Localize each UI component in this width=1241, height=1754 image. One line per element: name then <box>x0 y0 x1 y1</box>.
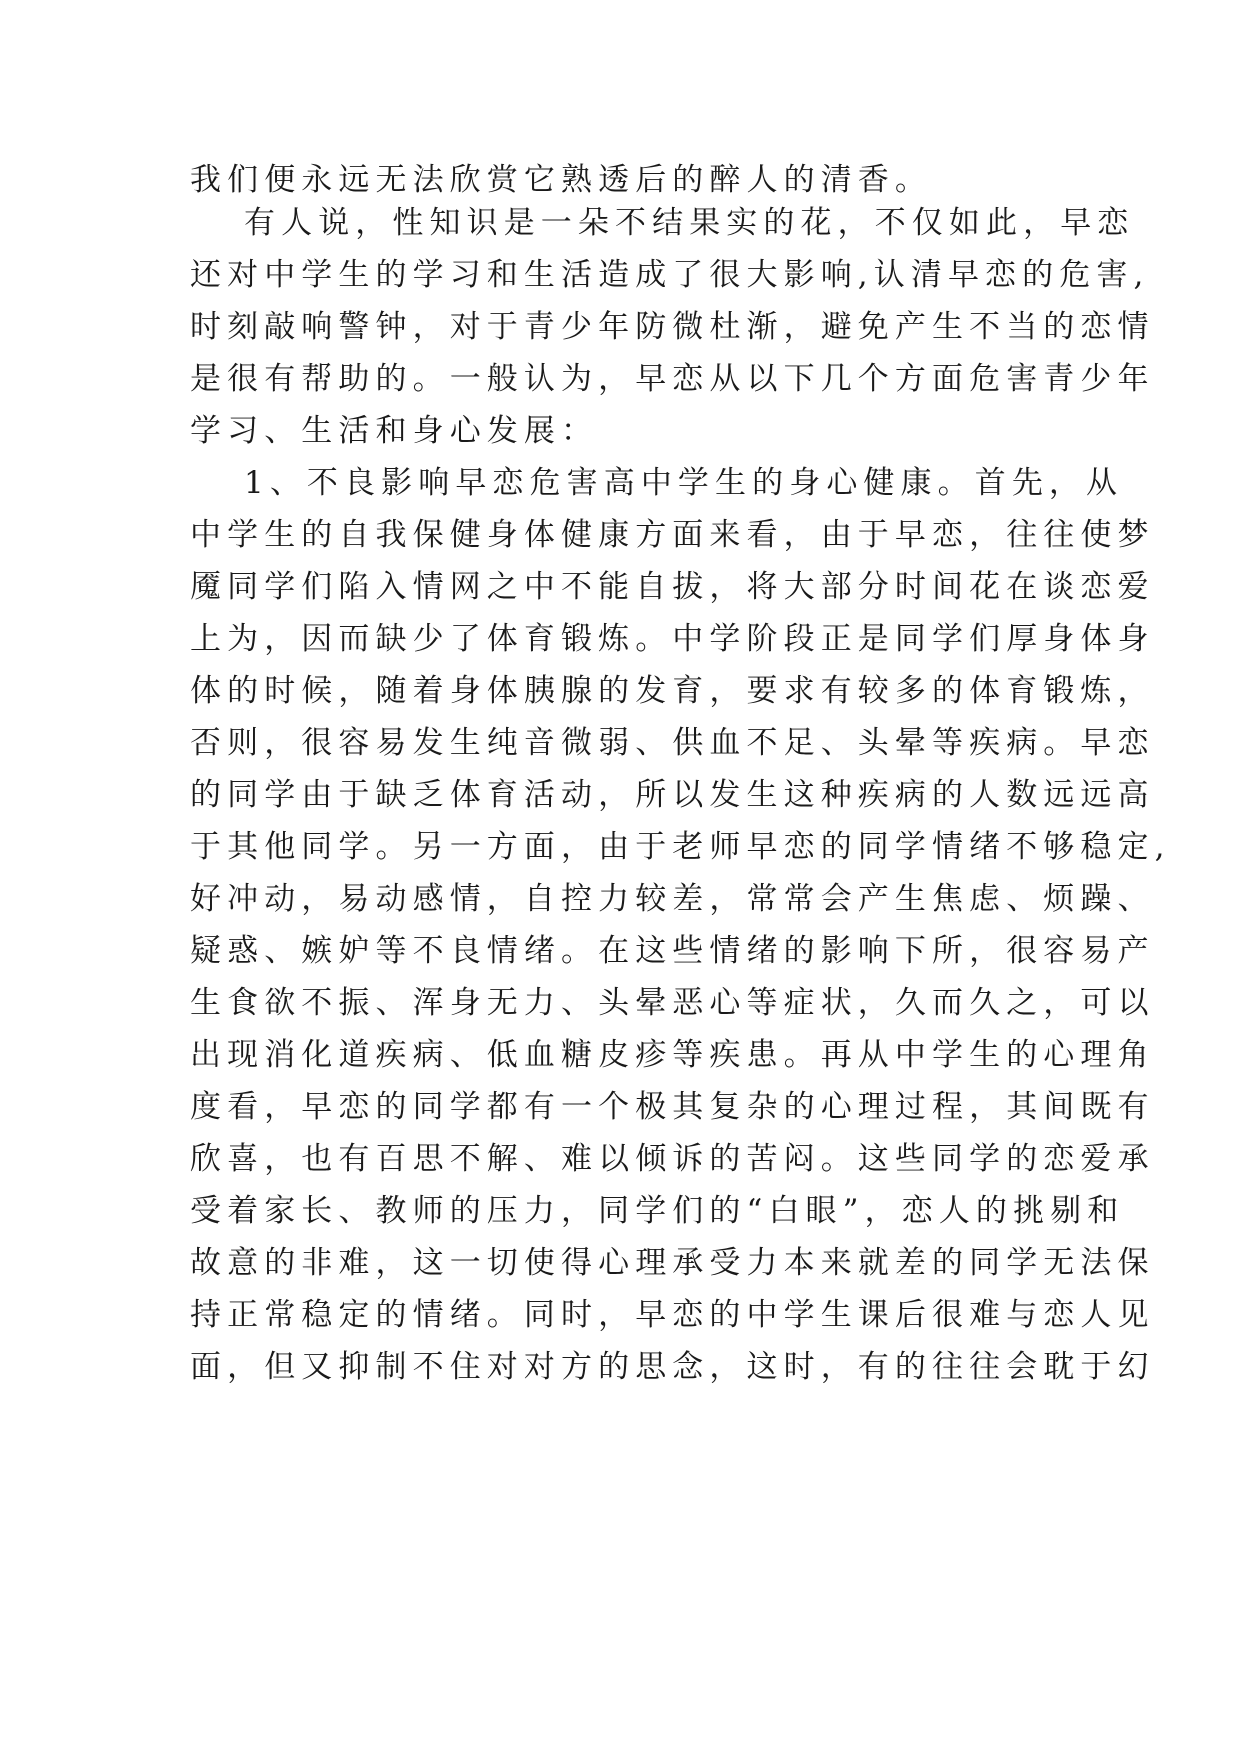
text-line: 持正常稳定的情绪。同时，早恋的中学生课后很难与恋人见 <box>190 1297 1155 1333</box>
text-line: 故意的非难，这一切使得心理承受力本来就差的同学无法保 <box>190 1245 1155 1281</box>
text-line: 上为，因而缺少了体育锻炼。中学阶段正是同学们厚身体身 <box>190 621 1155 657</box>
text-line: 1、不良影响早恋危害高中学生的身心健康。首先，从 <box>244 465 1124 501</box>
text-line: 有人说，性知识是一朵不结果实的花，不仅如此，早恋 <box>244 205 1135 241</box>
text-line: 疑惑、嫉妒等不良情绪。在这些情绪的影响下所，很容易产 <box>190 933 1155 969</box>
text-line: 是很有帮助的。一般认为，早恋从以下几个方面危害青少年 <box>190 361 1155 397</box>
text-line: 还对中学生的学习和生活造成了很大影响,认清早恋的危害, <box>190 257 1150 293</box>
text-line: 时刻敲响警钟，对于青少年防微杜渐，避免产生不当的恋情 <box>190 309 1155 345</box>
text-line: 学习、生活和身心发展： <box>190 413 599 449</box>
text-line: 度看，早恋的同学都有一个极其复杂的心理过程，其间既有 <box>190 1089 1155 1125</box>
text-line: 出现消化道疾病、低血糖皮疹等疾患。再从中学生的心理角 <box>190 1037 1155 1073</box>
text-line: 中学生的自我保健身体健康方面来看，由于早恋，往往使梦 <box>190 517 1155 553</box>
text-line: 受着家长、教师的压力，同学们的“白眼”，恋人的挑剔和 <box>190 1193 1125 1229</box>
text-line: 的同学由于缺乏体育活动，所以发生这种疾病的人数远远高 <box>190 777 1155 813</box>
text-line: 于其他同学。另一方面，由于老师早恋的同学情绪不够稳定, <box>190 829 1171 865</box>
text-line: 欣喜，也有百思不解、难以倾诉的苦闷。这些同学的恋爱承 <box>190 1141 1155 1177</box>
text-line: 我们便永远无法欣赏它熟透后的醉人的清香。 <box>190 162 932 198</box>
text-line: 魇同学们陷入情网之中不能自拔，将大部分时间花在谈恋爱 <box>190 569 1155 605</box>
text-line: 面，但又抑制不住对对方的思念，这时，有的往往会耽于幻 <box>190 1349 1155 1385</box>
text-line: 好冲动，易动感情，自控力较差，常常会产生焦虑、烦躁、 <box>190 881 1155 917</box>
text-line: 否则，很容易发生纯音微弱、供血不足、头晕等疾病。早恋 <box>190 725 1155 761</box>
text-line: 生食欲不振、浑身无力、头晕恶心等症状，久而久之，可以 <box>190 985 1155 1021</box>
text-line: 体的时候，随着身体胰腺的发育，要求有较多的体育锻炼， <box>190 673 1155 709</box>
